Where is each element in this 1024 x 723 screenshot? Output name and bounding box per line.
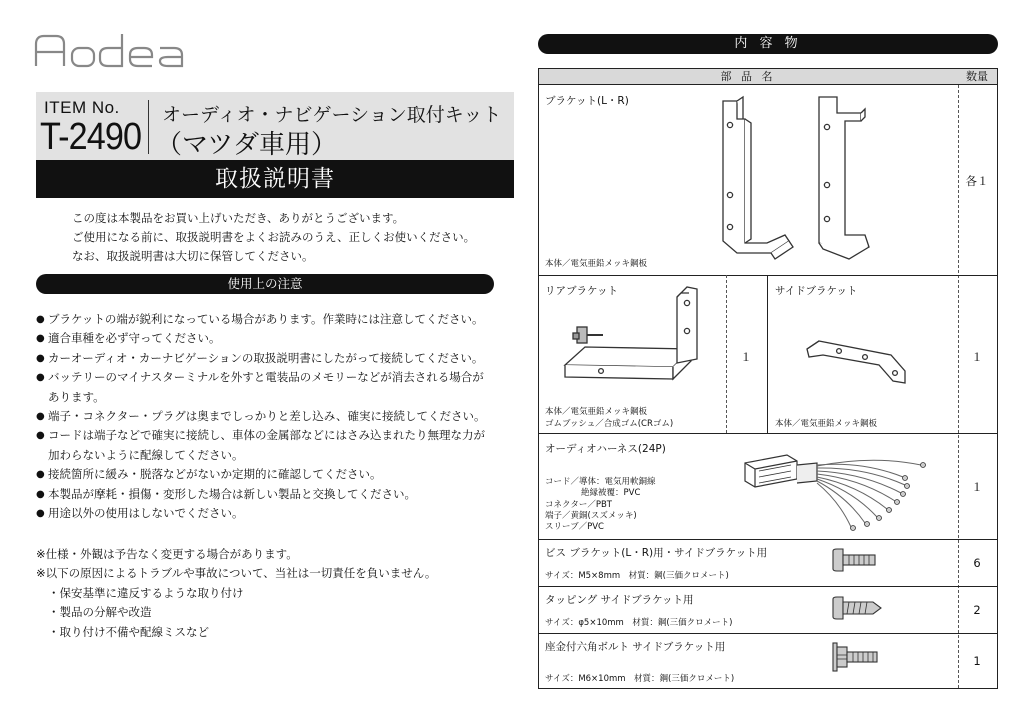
caution-item: ● ブラケットの端が鋭利になっている場合があります。作業時には注意してください。	[36, 310, 506, 329]
intro-line: なお、取扱説明書は大切に保管してください。	[72, 249, 314, 263]
table-header-row	[539, 69, 997, 85]
harness-spec-sleeve: スリーブ／PVC	[545, 522, 604, 532]
bracket-lr-qty: 各１	[965, 174, 989, 188]
column-header-quantity: 数量	[966, 70, 988, 83]
rear-side-divider	[767, 275, 768, 433]
intro-text	[72, 209, 475, 266]
side-bracket-illustration	[805, 331, 915, 387]
product-title: オーディオ・ナビゲーション取付キット	[162, 104, 502, 126]
tapping-screw-name: タッピング サイドブラケット用	[545, 594, 694, 606]
contents-table	[538, 68, 998, 689]
caution-item: ● コードは端子などで確実に接続し、車体の金属部などにはさみ込まれたり無理な力が 加わらないように配線してください。	[36, 426, 506, 465]
flange-bolt-qty: 1	[973, 654, 981, 668]
harness-spec-insulation: 絶縁被覆：PVC	[581, 488, 641, 498]
row-separator	[539, 275, 997, 276]
manual-title: 取扱説明書	[36, 160, 514, 198]
harness-spec-connector: コネクター／PBT	[545, 500, 612, 510]
row-separator	[539, 433, 997, 434]
item-number-label: ITEM No.	[44, 98, 120, 117]
caution-item: ● 本製品が摩耗・損傷・変形した場合は新しい製品と交換してください。	[36, 485, 506, 504]
caution-item: ● 用途以外の使用はしないでください。	[36, 504, 506, 523]
caution-header: 使用上の注意	[36, 274, 494, 294]
tapping-screw-qty: 2	[973, 603, 981, 617]
harness-name: オーディオハーネス(24P)	[545, 443, 666, 455]
harness-illustration	[743, 441, 929, 533]
sub-note-item: ・保安基準に違反するような取り付け	[48, 586, 244, 600]
rear-bracket-material-body: 本体／電気亜鉛メッキ鋼板	[545, 407, 648, 417]
product-subtitle: （マツダ車用）	[156, 130, 337, 160]
tapping-screw-spec: サイズ：φ5×10mm 材質：鋼(三価クロメート)	[545, 618, 733, 628]
screw-qty: 6	[973, 556, 981, 570]
intro-line: ご使用になる前に、取扱説明書をよくお読みのうえ、正しくお使いください。	[72, 230, 476, 244]
rear-bracket-name: リアブラケット	[545, 285, 618, 297]
title-band	[36, 92, 514, 160]
bracket-lr-name: ブラケット(L・R)	[545, 95, 629, 107]
flange-bolt-spec: サイズ：M6×10mm 材質：鋼(三価クロメート)	[545, 674, 735, 684]
rear-bracket-material-bush: ゴムブッシュ／合成ゴム(CRゴム)	[545, 419, 674, 429]
bracket-lr-illustration	[715, 95, 875, 267]
sub-note-item: ・取り付け不備や配線ミスなど	[48, 624, 209, 639]
side-bracket-name: サイドブラケット	[775, 285, 858, 297]
caution-list	[36, 310, 506, 523]
note-item: ※仕様・外観は予告なく変更する場合があります。	[36, 547, 298, 561]
caution-item: ● バッテリーのマイナスターミナルを外すと電装品のメモリーなどが消去される場合が あります。	[36, 368, 506, 407]
title-divider	[148, 100, 149, 154]
harness-spec-conductor: コード／導体：電気用軟銅線	[545, 477, 656, 487]
caution-item: ● カーオーディオ・カーナビゲーションの取扱説明書にしたがって接続してください。	[36, 349, 506, 368]
screw-illustration	[831, 547, 881, 573]
row-separator	[539, 586, 997, 587]
caution-item: ● 接続箇所に緩み・脱落などがないか定期的に確認してください。	[36, 465, 506, 484]
row-separator	[539, 539, 997, 540]
intro-line: この度は本製品をお買い上げいただき、ありがとうございます。	[72, 211, 405, 225]
screw-name: ビス ブラケット(L・R)用・サイドブラケット用	[545, 547, 768, 559]
rear-bracket-illustration	[563, 285, 713, 395]
column-header-part-name: 部 品 名	[720, 70, 776, 83]
item-number: T-2490	[40, 116, 142, 158]
notes-list	[36, 545, 436, 584]
bracket-lr-material: 本体／電気亜鉛メッキ鋼板	[545, 259, 648, 269]
sub-notes-list	[48, 584, 244, 642]
note-item: ※以下の原因によるトラブルや事故について、当社は一切責任を負いません。	[36, 566, 437, 581]
side-bracket-material: 本体／電気亜鉛メッキ鋼板	[775, 419, 878, 429]
screw-spec: サイズ：M5×8mm 材質：鋼(三価クロメート)	[545, 571, 729, 581]
brand-logo	[34, 30, 184, 70]
row-separator	[539, 633, 997, 634]
rear-bracket-qty: １	[740, 350, 752, 364]
flange-bolt-illustration	[831, 643, 881, 671]
tapping-screw-illustration	[831, 595, 883, 621]
sub-note-item: ・製品の分解や改造	[48, 605, 152, 620]
side-bracket-qty: １	[971, 350, 983, 364]
caution-item: ● 端子・コネクター・プラグは奥までしっかりと差し込み、確実に接続してください。	[36, 407, 506, 426]
harness-spec-terminal: 端子／黄銅(スズメッキ)	[545, 511, 637, 521]
contents-header: 内 容 物	[538, 34, 998, 54]
harness-qty: １	[971, 480, 983, 494]
caution-item: ● 適合車種を必ず守ってください。	[36, 329, 506, 348]
flange-bolt-name: 座金付六角ボルト サイドブラケット用	[545, 641, 726, 653]
